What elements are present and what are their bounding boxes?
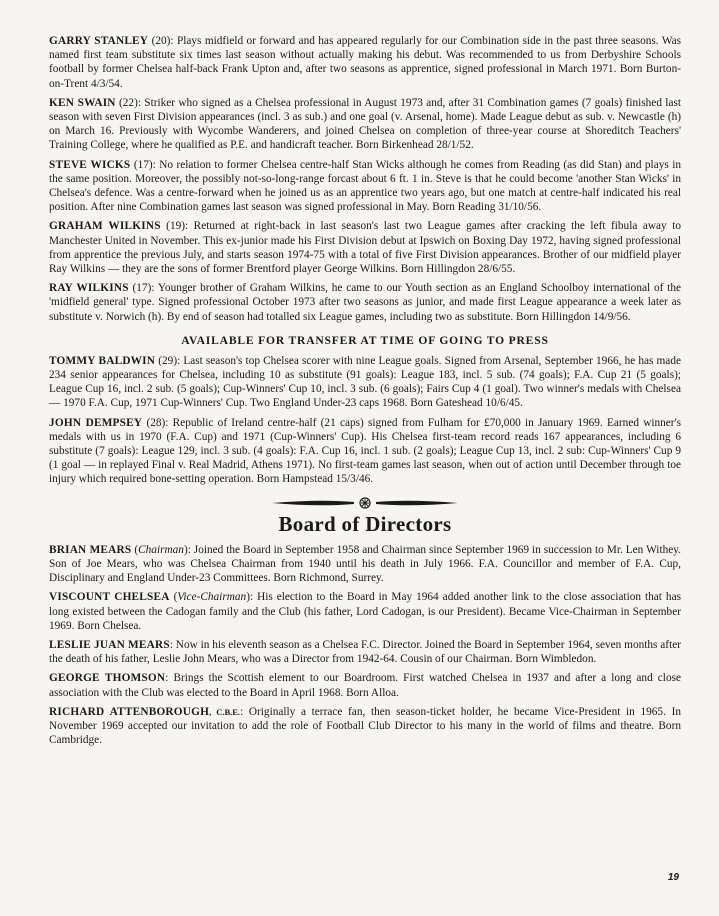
director-name: VISCOUNT CHELSEA	[49, 591, 170, 604]
player-entry	[49, 281, 681, 324]
director-name: BRIAN MEARS	[49, 543, 132, 556]
director-entry	[49, 671, 681, 699]
director-entry: VISCOUNT CHELSEA (Vice-Chairman): His election to the Board in May 1964 added another link to the close association that has long existed between the Cadogan family and the Club (his father, Lord Cadogan, is our President). Became Vice-Chairman in September 1969. Born Chelsea.	[49, 591, 681, 632]
page-number: 19	[667, 872, 679, 883]
director-text: : Joined the Board in September 1958 and Chairman since September 1969 in succession to Mr. Len Withey. Son of Joe Mears, who was Chelsea Chairman from 1940 until his death in July 1966. F.A. Councillor and member of F.A. Cup, Disciplinary and England Under-23 Committees. Born Richmond, Surrey.	[49, 543, 681, 585]
player-text: (17): Younger brother of Graham Wilkins, he came to our Youth section as an England Schoolboy international of the 'midfield general' type. Signed professional October 1973 after two seasons as junior, and made first League appearance a week later as substitute v. Norwich (h). By end of season had totalled six League games, including two as substitute. Born Hillingdon 14/9/56.	[49, 282, 681, 323]
director-entry: BRIAN MEARS (Chairman): Joined the Board in September 1958 and Chairman since September 1969 in succession to Mr. Len Withey. Son of Joe Mears, who was Chelsea Chairman from 1940 until his death in July 1966. F.A. Councillor and member of F.A. Cup, Disciplinary and England Under-23 Committees. Born Richmond, Surrey.	[49, 543, 681, 585]
player-entry	[49, 96, 681, 153]
director-entry	[49, 638, 681, 666]
director-name: LESLIE JUAN MEARS	[49, 638, 170, 651]
player-name: JOHN DEMPSEY	[49, 416, 143, 429]
director-honour: , C.B.E.	[209, 706, 241, 717]
player-entry	[49, 219, 681, 276]
page-content	[49, 34, 681, 752]
player-name: RAY WILKINS	[49, 282, 129, 295]
transfer-entry	[49, 354, 681, 411]
director-text: : Brings the Scottish element to our Boardroom. First watched Chelsea in 1937 and after a long and close association with the Club was elected to the Board in April 1968. Born Alloa.	[49, 672, 681, 699]
player-text: (29): Last season's top Chelsea scorer with nine League goals. Signed from Arsenal, September 1966, he has made 234 senior appearances for Chelsea, including 10 as substitute (91 goals): League 183, incl. 5 sub. (74 goals); F.A. Cup 21 (5 goals); League Cup 16, incl. 2 sub. (5 goals); Cup-Winners' Cup 10, incl. 3 sub. (6 goals); Fairs Cup 4 (1 goal). Two winner's medals with Chelsea — 1970 F.A. Cup, 1971 Cup-Winners' Cup. Two England Under-23 caps 1968. Born Gateshead 10/6/45.	[49, 354, 681, 410]
director-text: : His election to the Board in May 1964 added another link to the close association that has long existed between the Cadogan family and the Club (his father, Lord Cadogan, is our President). Became Vice-Chairman in September 1969. Born Chelsea.	[49, 591, 681, 632]
player-entry	[49, 34, 681, 91]
player-text: (22): Striker who signed as a Chelsea professional in August 1973 and, after 31 Combination games (7 goals) finished last season with seven First Division appearances (incl. 3 as sub.) and one goal (v. Arsenal, home). Made League debut as sub. v. Newcastle (h) on March 16. Previously with Wycombe Wanderers, and joined Chelsea on completion of three-year course at Shoreditch Teachers' Training College, where he qualified as P.E. and handicraft teacher. Born Birkenhead 28/1/52.	[49, 96, 681, 152]
director-text: : Originally a terrace fan, then season-ticket holder, he became Vice-President in 1965. In November 1969 accepted our invitation to add the role of Football Club Director to his many in the world of films and theatre. Born Cambridge.	[49, 705, 681, 747]
board-title: Board of Directors	[278, 511, 452, 536]
player-name: GRAHAM WILKINS	[49, 220, 161, 233]
director-name: GEORGE THOMSON	[49, 672, 166, 685]
player-name: GARRY STANLEY	[49, 35, 149, 47]
director-role: Chairman	[138, 543, 184, 556]
director-role: Vice-Chairman	[177, 591, 247, 604]
player-text: (20): Plays midfield or forward and has appeared regularly for our Combination side in the past three seasons. Was named first team substitute six times last season without actually making his debut. Was recommended to us from Derbyshire Schools football by former Chelsea half-back Frank Upton and, after two seasons as apprentice, signed professional in March 1971. Born Burton-on-Trent 4/3/54.	[49, 35, 681, 90]
player-name: TOMMY BALDWIN	[49, 354, 156, 367]
director-text: : Now in his eleventh season as a Chelsea F.C. Director. Joined the Board in September 1964, seven months after the death of his father, Leslie John Mears, who was a Director from 1942-64. Cousin of our Chairman. Born Wimbledon.	[49, 638, 681, 666]
player-entry	[49, 158, 681, 215]
player-name: STEVE WICKS	[49, 158, 131, 171]
player-text: (28): Republic of Ireland centre-half (21 caps) signed from Fulham for £70,000 in January 1969. Earned winner's medals with us in 1970 (F.A. Cup) and 1971 (Cup-Winners' Cup). His Chelsea first-team record reads 167 appearances, including 6 substitute (7 goals): League 129, incl. 3 sub. (4 goals): F.A. Cup 16, incl. 1 sub. (2 goals); League Cup 13, incl. 2 sub: Cup-Winners' Cup 9 (1 goal — in replayed Final v. Real Madrid, Athens 1971). No first-team games last season, when out of action until December through toe injury which required bone-setting operation. Born Hampstead 15/3/46.	[49, 416, 682, 486]
player-text: (19): Returned at right-back in last season's last two League games after cracking the left fibula away to Manchester United in November. This ex-junior made his First Division debut at Ipswich on Boxing Day 1972, having signed professional from apprentice the previous July, and starts season 1974-75 with a total of five First Division appearances. Brother of our midfield player Ray Wilkins — they are the sons of former Brentford player George Wilkins. Born Hillingdon 28/6/55.	[49, 220, 681, 276]
transfer-entry	[49, 416, 681, 487]
director-name: RICHARD ATTENBOROUGH	[49, 705, 210, 718]
player-name: KEN SWAIN	[49, 96, 116, 109]
director-entry	[49, 705, 681, 748]
divider-ornament-icon	[270, 497, 460, 509]
player-text: (17): No relation to former Chelsea centre-half Stan Wicks although he comes from Reading (as did Stan) and plays in the same position. Moreover, the possibly not-so-long-range forcast about 6 ft. 1 in. Steve is that he could become 'another Stan Wicks' in Chelsea's defence. Was a centre-forward when he joined us as an apprentice two years ago, but one match at centre-half indicated his real position. After nine Combination games last season was signed professional in May. Born Reading 31/10/56.	[49, 158, 681, 214]
transfer-heading: AVAILABLE FOR TRANSFER AT TIME OF GOING TO PRESS	[181, 333, 549, 347]
